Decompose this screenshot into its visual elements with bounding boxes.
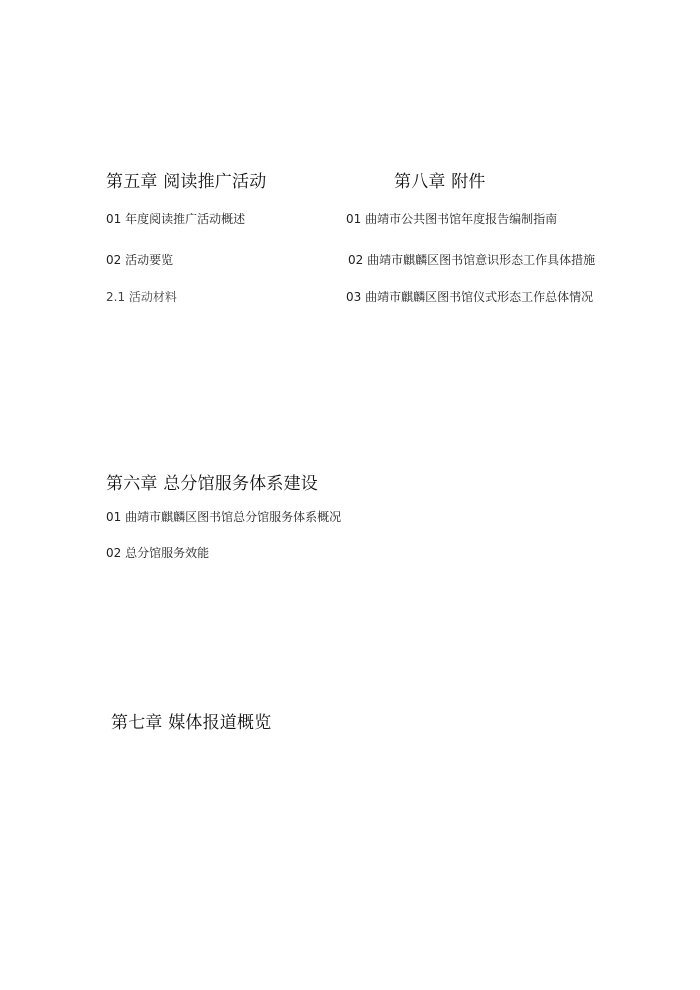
chapter-8-item-3: 03 曲靖市麒麟区图书馆仪式形态工作总体情况 xyxy=(346,290,594,304)
chapter-8-item-1: 01 曲靖市公共图书馆年度报告编制指南 xyxy=(346,212,558,226)
chapter-8-item-2: 02 曲靖市麒麟区图书馆意识形态工作具体措施 xyxy=(348,253,596,267)
chapter-6-title: 第六章 总分馆服务体系建设 xyxy=(106,474,319,494)
chapter-6-item-1: 01 曲靖市麒麟区图书馆总分馆服务体系概况 xyxy=(106,510,342,524)
chapter-5-item-1: 01 年度阅读推广活动概述 xyxy=(106,212,246,226)
chapter-5-item-2: 02 活动要览 xyxy=(106,253,174,267)
chapter-7-title: 第七章 媒体报道概览 xyxy=(111,713,272,733)
chapter-6-item-2: 02 总分馆服务效能 xyxy=(106,546,210,560)
chapter-8-title: 第八章 附件 xyxy=(394,172,486,192)
chapter-5-title: 第五章 阅读推广活动 xyxy=(106,172,267,192)
chapter-5-item-3: 2.1 活动材料 xyxy=(106,290,177,304)
